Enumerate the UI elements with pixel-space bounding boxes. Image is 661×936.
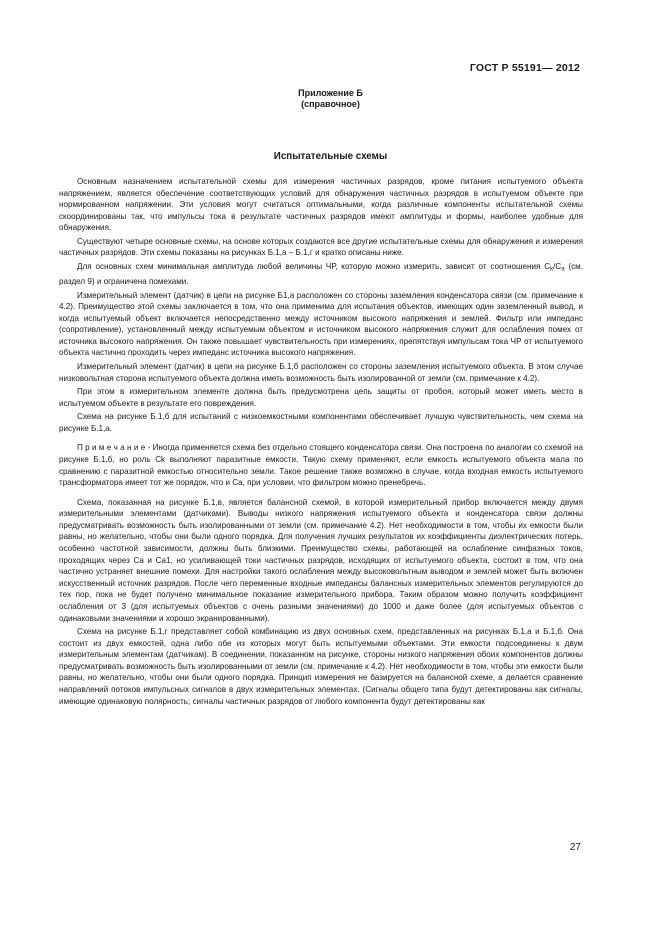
paragraph: Схема на рисунке Б.1,б для испытаний с низкоемкостными компонентами обеспечивает лучшую чувствительность, чем схема на рисунке Б.1,а.: [59, 412, 583, 433]
paragraph: Основным назначением испытательной схемы для измерения частичных разрядов, кроме питания испытуемого объекта напряжением, является обеспечение соответствующих условий для обнаружения частичных разрядов в испытуемом объекте при нормированном напряжении. Эти условия могут считаться оптимальными, когда различные компоненты испытательной схемы скоординированы так, что импульсы тока в результате частичных разрядов имеют амплитуды и формы, наиболее удобные для обнаружения.: [59, 177, 583, 233]
annex-title: Приложение Б: [298, 88, 363, 98]
body-text: [59, 176, 583, 709]
paragraph: Измерительный элемент (датчик) в цепи на рисунке Б1,а расположен со стороны заземления конденсатора связи (см. примечание к 4.2). Преимущество этой схемы заключается в том, что она применима для испытания объектов, имеющих один заземленный вывод, и когда испытуемый объект включается непосредственно между источником высокого напряжения и землей. Фильтр или импеданс (сопротивление), установленный между испытуемым объектом и источником высокого напряжения служит для ослабления помех от источника высокого напряжения. Он также повышает чувствительность при измерениях, препятствуя импульсам тока ЧР от испытуемого объекта частично проходить через импеданс источника высокого напряжения.: [59, 290, 583, 358]
ratio-tail: (см. раздел 9) и ограничена помехами.: [59, 261, 583, 287]
annex-heading: [0, 88, 661, 110]
ratio-mid: /C: [553, 261, 562, 271]
annex-subtitle: (справочное): [301, 99, 360, 109]
paragraph: При этом в измерительном элементе должна быть предусмотрена цепь защиты от пробоя, который может иметь место в испытуемом объекте в результате его повреждения.: [59, 387, 583, 408]
paragraph: [59, 261, 583, 288]
note-paragraph: П р и м е ч а н и е - Иногда применяется схема без отдельно стоящего конденсатора связи. Она построена по аналогии со схемой на рисунке Б.1,б, но роль Ck выполняют паразитные емкости. Такую схему применяют, если емкость испытуемого объекта мала по сравнению с паразитной емкостью относительно земли. Такое решение также возможно в случае, когда входная емкость испытуемого трансформатора имеет тот же порядок, что и Ca, при условии, что фильтром можно пренебречь.: [59, 443, 583, 488]
paragraph: Существуют четыре основные схемы, на основе которых создаются все другие испытательные схемы для обнаружения и измерения частичных разрядов. Эти схемы показаны на рисунках Б.1,а – Б.1,г и кратко описаны ниже.: [59, 236, 583, 258]
subscript-a: a: [561, 266, 565, 273]
document-number: ГОСТ Р 55191— 2012: [469, 62, 580, 74]
ratio-text: Для основных схем минимальная амплитуда любой величины ЧР, которую можно измерить, зависит от соотношения C: [77, 261, 551, 271]
paragraph: Схема на рисунке Б.1,г представляет собой комбинацию из двух основных схем, представленных на рисунках Б.1,а и Б.1,б. Она состоит из двух емкостей, одна либо обе из которых могут быть испытуемыми объектами. Эти емкости подсоединены к двум измерительным элементам (датчикам). В соединении, показанном на рисунке, стороны низкого напряжения обоих компонентов должны предусматривать возможность быть изолированными от земли (см. примечание к 4.2). Нет необходимости в том, чтобы эти емкости были равны, но желательно, чтобы они были одного порядка. Принцип измерения не базируется на балансной схеме, а делается сравнение направлений потоков импульсных сигналов в двух измерительных элементах. (Сигналы общего типа будут детектированы как сигналы, имеющие одинаковую полярность; сигналы частичных разрядов от любого компонента будут детектированы как: [59, 627, 583, 706]
paragraph: Измерительный элемент (датчик) в цепи на рисунке Б.1,б расположен со стороны заземления испытуемого объекта. В этом случае низковольтная сторона испытуемого объекта должна иметь возможность быть изолированной от земли (см. примечание к 4.2).: [59, 361, 583, 383]
page-number: 27: [569, 842, 581, 853]
section-title: Испытательные схемы: [273, 151, 388, 162]
paragraph: Схема, показанная на рисунке Б.1,в, является балансной схемой, в которой измерительный прибор включается между двумя измерительными элементами (датчиками). Выводы низкого напряжения испытуемого объекта и конденсатора связи должны предусматривать возможность быть изолированными от земли (см. примечание 4.2). Нет необходимости в том, чтобы их емкости были равны, но желательно, чтобы они были одного порядка. Для получения лучших результатов их коэффициенты диэлектрических потерь, особенно частотной зависимости, должны быть близкими. Преимущество схемы, работающей на ослабление синфазных токов, проходящих через Ca и Ca1, но усиливающей токи частичных разрядов, исходящих от испытуемого объекта, состоит в том, что она частично устраняет внешние помехи. Для настройки такого ослабления между высоковольтным выводом и землей может быть включен искусственный источник разрядов. После чего переменные входные импедансы балансных измерительных элементов регулируются до тех пор, пока не будет получено минимальное показание измерительного прибора. Таким образом можно получить коэффициент ослабления от 3 (для испытуемых объектов с очень разными значениями) до 1000 и даже более (для испытуемых объектов с одинаковыми значениями и хорошо экранированными).: [59, 497, 583, 623]
subscript-k: k: [550, 266, 554, 273]
